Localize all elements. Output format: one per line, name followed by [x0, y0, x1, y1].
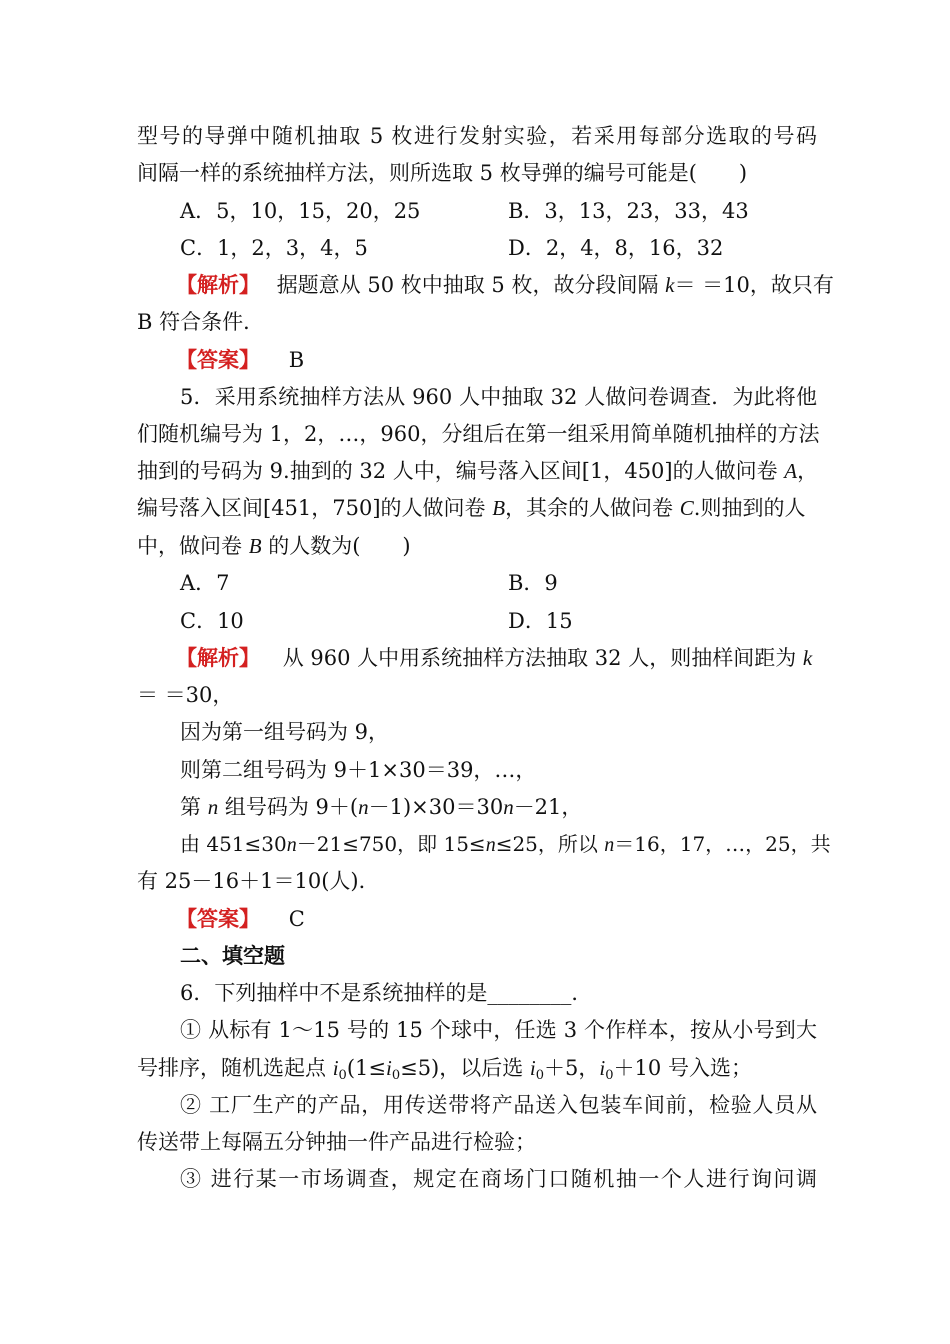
q4-option-d: D．2，4，8，16，32 — [508, 236, 724, 260]
q5-analysis-line-4: 则第二组号码为 9＋1×30＝39，…， — [180, 758, 537, 782]
var-n: n — [604, 834, 615, 856]
q5-analysis-line-6 — [180, 829, 831, 859]
var-b: B — [248, 534, 262, 558]
q4-analysis-text-2: ＝ ＝10，故只有 — [674, 273, 834, 297]
var-i: i — [599, 1056, 606, 1080]
var-k: k — [802, 646, 813, 670]
var-n: n — [485, 834, 496, 856]
q5-analysis-line-3: 因为第一组号码为 9， — [180, 720, 390, 744]
q5-text: 编号落入区间[451，750]的人做问卷 — [137, 496, 493, 520]
q5-text: －21≤750，即 15≤ — [296, 832, 486, 856]
q4-stem-line-2: 间隔一样的系统抽样方法，则所选取 5 枚导弹的编号可能是( ) — [137, 161, 748, 185]
q5-text: .则抽到的人 — [693, 496, 806, 520]
q6-item-3-line-1: ③ 进行某一市场调查，规定在商场门口随机抽一个人进行询问调 — [180, 1167, 817, 1191]
q4-option-a: A．5，10，15，20，25 — [180, 199, 421, 223]
q6-text: (1≤ — [346, 1056, 386, 1080]
var-b: B — [492, 496, 506, 520]
q5-option-a: A．7 — [180, 571, 230, 595]
q4-analysis-line-1 — [176, 270, 834, 300]
q5-answer: C — [288, 907, 305, 931]
q4-options-row-1 — [180, 196, 817, 226]
q5-analysis-line-2: ＝ ＝30， — [137, 683, 234, 707]
q4-option-c: C．1，2，3，4，5 — [180, 236, 368, 260]
subscript: 0 — [535, 1068, 545, 1083]
q6-item-1-line-1: ① 从标有 1～15 号的 15 个球中，任选 3 个作样本，按从小号到大 — [180, 1018, 817, 1042]
q5-option-c: C．10 — [180, 609, 244, 633]
subscript: 0 — [338, 1068, 347, 1083]
q5-stem-line-4 — [137, 493, 817, 523]
q5-text: ， — [797, 459, 819, 483]
q6-item-2-line-2: 传送带上每隔五分钟抽一件产品进行检验； — [137, 1130, 536, 1154]
q6-text: ≤5)，以后选 — [400, 1056, 530, 1080]
q4-option-b: B．3，13，23，33，43 — [508, 199, 749, 223]
q5-analysis-line-7: 有 25－16＋1＝10(人)． — [137, 869, 380, 893]
q5-text: 组号码为 9＋( — [218, 795, 359, 819]
q5-text: －21， — [513, 795, 583, 819]
q5-text: ≤25，所以 — [495, 832, 605, 856]
q5-stem-line-3 — [137, 456, 817, 486]
answer-tag: 【答案】 — [176, 906, 260, 931]
q6-text: ＋5， — [544, 1056, 600, 1080]
q5-text: ，其余的人做问卷 — [505, 496, 680, 520]
q4-answer: B — [288, 348, 305, 372]
q5-answer-line — [176, 904, 813, 934]
q6-text: ＋10 号入选； — [613, 1056, 752, 1080]
var-i: i — [385, 1056, 392, 1080]
var-n: n — [207, 795, 219, 819]
var-n: n — [358, 795, 369, 819]
q4-answer-line — [176, 345, 813, 375]
section-title: 二、填空题 — [180, 943, 285, 968]
q5-analysis-line-5 — [180, 792, 817, 822]
var-a: A — [784, 459, 798, 483]
q5-option-b: B．9 — [508, 571, 558, 595]
q6-item-2-line-1: ② 工厂生产的产品，用传送带将产品送入包装车间前，检验人员从 — [180, 1093, 817, 1117]
q5-options-row-2 — [180, 606, 817, 636]
q5-analysis-text: 从 960 人中用系统抽样方法抽取 32 人，则抽样间距为 — [282, 646, 803, 670]
q5-text: 中，做问卷 — [137, 534, 249, 558]
q5-stem-line-1: 5．采用系统抽样方法从 960 人中抽取 32 人做问卷调查．为此将他 — [180, 385, 817, 409]
var-k: k — [665, 273, 675, 297]
q5-text: －1)×30＝30 — [368, 795, 504, 819]
q6-stem: 6．下列抽样中不是系统抽样的是________． — [180, 981, 593, 1005]
q5-stem-line-2: 们随机编号为 1，2，…，960，分组后在第一组采用简单随机抽样的方法 — [137, 422, 820, 446]
var-i: i — [529, 1056, 536, 1080]
q5-text: ＝16，17，…，25，共 — [614, 832, 831, 856]
q5-stem-line-5 — [137, 531, 817, 561]
subscript: 0 — [605, 1068, 614, 1083]
var-n: n — [503, 795, 514, 819]
subscript: 0 — [391, 1068, 401, 1083]
q4-analysis-line-2: B 符合条件． — [137, 310, 265, 334]
var-i: i — [332, 1056, 339, 1080]
q5-text: 由 451≤30 — [180, 832, 287, 856]
q4-stem-line-1: 型号的导弹中随机抽取 5 枚进行发射实验，若采用每部分选取的号码 — [137, 124, 817, 148]
q5-options-row-1 — [180, 568, 817, 598]
q5-text: 抽到的号码为 9.抽到的 32 人中，编号落入区间[1，450]的人做问卷 — [137, 459, 785, 483]
analysis-tag: 【解析】 — [176, 272, 260, 297]
q5-analysis-line-1 — [176, 643, 817, 673]
q6-item-1-line-2 — [137, 1053, 817, 1083]
var-n: n — [286, 834, 297, 856]
q6-text: 号排序，随机选起点 — [137, 1056, 333, 1080]
analysis-tag: 【解析】 — [176, 645, 260, 670]
answer-tag: 【答案】 — [176, 347, 260, 372]
q4-options-row-2 — [180, 233, 817, 263]
q5-text: 的人数为( ) — [261, 534, 411, 558]
var-c: C — [679, 496, 694, 520]
q5-option-d: D．15 — [508, 609, 573, 633]
q5-text: 第 — [180, 795, 208, 819]
q4-analysis-text: 据题意从 50 枚中抽取 5 枚，故分段间隔 — [276, 273, 666, 297]
